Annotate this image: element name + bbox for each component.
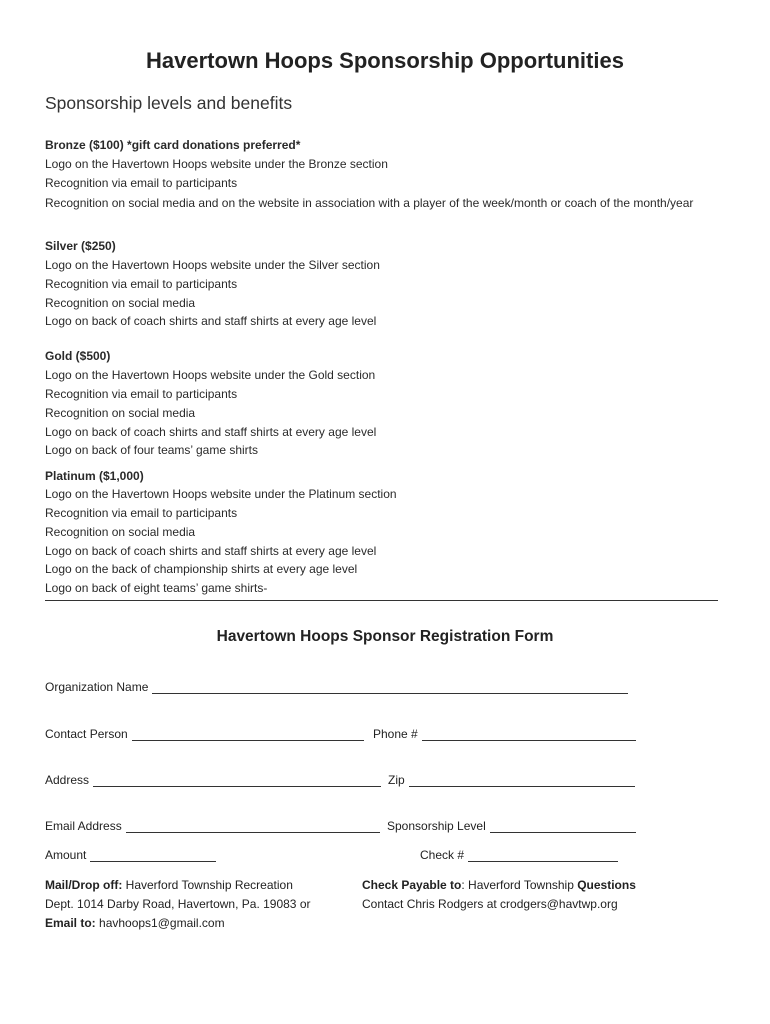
payment-block bbox=[362, 876, 636, 914]
organization-name-input[interactable] bbox=[152, 683, 628, 694]
platinum-benefit: Logo on the back of championship shirts at every age level bbox=[45, 562, 358, 576]
gold-benefit: Logo on the Havertown Hoops website under the Gold section bbox=[45, 368, 376, 382]
email-address-field bbox=[45, 819, 380, 833]
contact-person-label: Contact Person bbox=[45, 727, 128, 741]
amount-input[interactable] bbox=[90, 851, 216, 862]
phone-label: Phone # bbox=[373, 727, 418, 741]
gold-benefit: Logo on back of coach shirts and staff shirts at every age level bbox=[45, 425, 377, 439]
contact-person-input[interactable] bbox=[132, 730, 364, 741]
mail-dropoff-line2: Dept. 1014 Darby Road, Havertown, Pa. 19083 or bbox=[45, 897, 311, 911]
check-number-field bbox=[420, 848, 618, 862]
sponsorship-level-label: Sponsorship Level bbox=[387, 819, 486, 833]
email-address-input[interactable] bbox=[126, 822, 380, 833]
bronze-benefit: Recognition via email to participants bbox=[45, 176, 238, 190]
platinum-benefit: Logo on back of coach shirts and staff shirts at every age level bbox=[45, 544, 377, 558]
questions-contact: Contact Chris Rodgers at crodgers@havtwp.org bbox=[362, 897, 618, 911]
zip-input[interactable] bbox=[409, 776, 635, 787]
gold-benefit: Logo on back of four teams’ game shirts bbox=[45, 443, 258, 457]
check-payable-label: Check Payable to bbox=[362, 878, 462, 892]
platinum-benefit: Recognition on social media bbox=[45, 525, 196, 539]
questions-label: Questions bbox=[577, 878, 636, 892]
section-divider bbox=[45, 600, 718, 601]
silver-benefit: Recognition via email to participants bbox=[45, 277, 238, 291]
platinum-benefit: Logo on back of eight teams’ game shirts- bbox=[45, 581, 268, 595]
page-title: Havertown Hoops Sponsorship Opportunities bbox=[146, 48, 624, 73]
platinum-heading: Platinum ($1,000) bbox=[45, 469, 144, 483]
email-to-value[interactable]: havhoops1@gmail.com bbox=[99, 916, 225, 930]
zip-label: Zip bbox=[388, 773, 405, 787]
bronze-benefit: Recognition on social media and on the website in association with a player of the week/month or coach of the month/year bbox=[45, 196, 694, 210]
address-input[interactable] bbox=[93, 776, 381, 787]
platinum-benefit: Recognition via email to participants bbox=[45, 506, 238, 520]
silver-benefit: Logo on back of coach shirts and staff shirts at every age level bbox=[45, 314, 377, 328]
gold-heading: Gold ($500) bbox=[45, 349, 111, 363]
contact-person-field bbox=[45, 727, 364, 741]
platinum-benefit: Logo on the Havertown Hoops website under the Platinum section bbox=[45, 487, 397, 501]
gold-benefit: Recognition on social media bbox=[45, 406, 196, 420]
check-payable-value: : Haverford Township bbox=[461, 878, 574, 892]
silver-benefit: Logo on the Havertown Hoops website under the Silver section bbox=[45, 258, 380, 272]
check-number-input[interactable] bbox=[468, 851, 618, 862]
email-address-label: Email Address bbox=[45, 819, 122, 833]
bronze-benefit: Logo on the Havertown Hoops website under the Bronze section bbox=[45, 157, 388, 171]
mail-dropoff-line1: Haverford Township Recreation bbox=[125, 878, 293, 892]
sponsorship-level-field bbox=[387, 819, 636, 833]
silver-benefit: Recognition on social media bbox=[45, 296, 196, 310]
amount-field bbox=[45, 848, 216, 862]
mail-dropoff-block bbox=[45, 876, 311, 933]
address-field bbox=[45, 773, 381, 787]
form-title: Havertown Hoops Sponsor Registration Form bbox=[216, 628, 554, 645]
amount-label: Amount bbox=[45, 848, 87, 862]
bronze-heading: Bronze ($100) *gift card donations preferred* bbox=[45, 138, 301, 152]
organization-name-field bbox=[45, 680, 628, 694]
sponsorship-level-input[interactable] bbox=[490, 822, 636, 833]
email-to-label: Email to: bbox=[45, 916, 96, 930]
organization-name-label: Organization Name bbox=[45, 680, 149, 694]
mail-dropoff-label: Mail/Drop off: bbox=[45, 878, 123, 892]
address-label: Address bbox=[45, 773, 90, 787]
silver-heading: Silver ($250) bbox=[45, 239, 116, 253]
section-subtitle: Sponsorship levels and benefits bbox=[45, 93, 293, 113]
zip-field bbox=[388, 773, 635, 787]
phone-field bbox=[373, 727, 636, 741]
phone-input[interactable] bbox=[422, 730, 636, 741]
gold-benefit: Recognition via email to participants bbox=[45, 387, 238, 401]
check-number-label: Check # bbox=[420, 848, 465, 862]
